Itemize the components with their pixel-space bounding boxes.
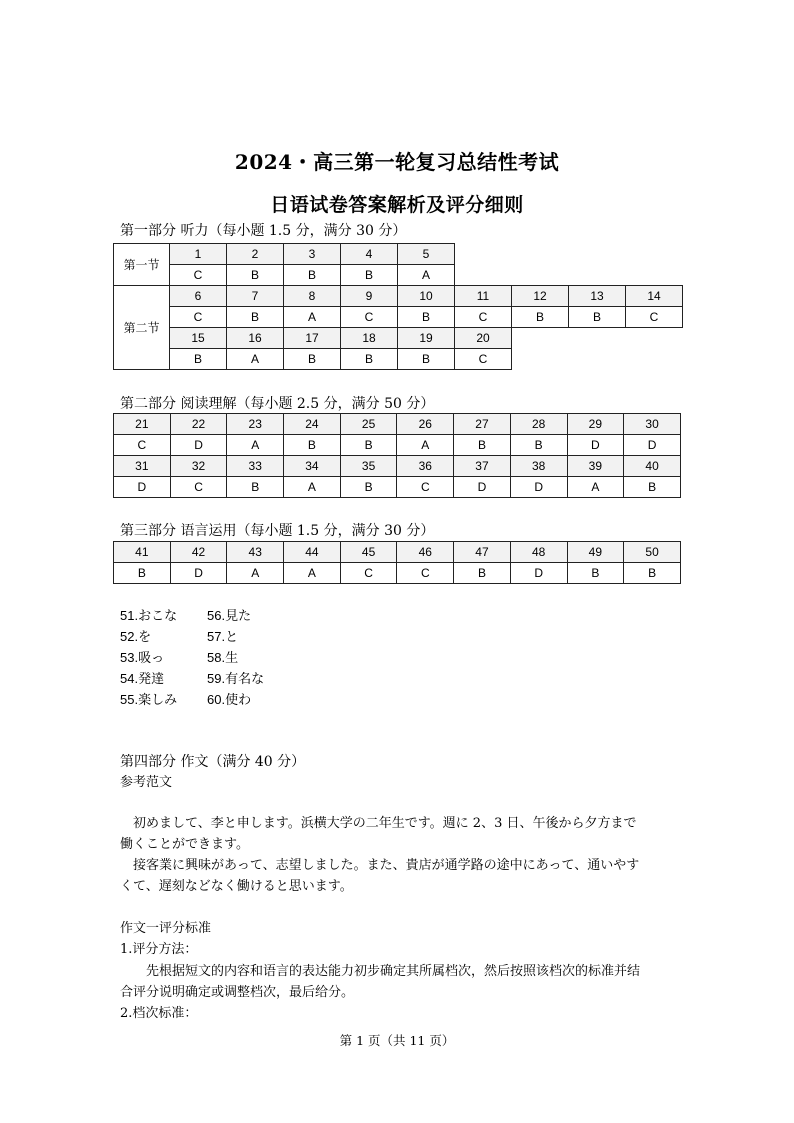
q-num: 31 [114, 456, 171, 477]
q-num: 12 [512, 286, 569, 307]
q-answer: A [398, 265, 455, 286]
q-num: 35 [340, 456, 397, 477]
q-num: 50 [624, 542, 681, 563]
q-num: 47 [454, 542, 511, 563]
q-num: 20 [455, 328, 512, 349]
q-num: 45 [340, 542, 397, 563]
q-answer: D [170, 563, 227, 584]
q-answer: B [340, 477, 397, 498]
q-answer: B [569, 307, 626, 328]
q-num: 22 [170, 414, 227, 435]
fill-answer: 57.と [207, 629, 239, 644]
q-answer: B [227, 265, 284, 286]
fill-answer: 58.生 [207, 650, 239, 665]
q-answer: C [170, 477, 227, 498]
essay-line: くて、遅刻などなく働けると思います。 [120, 879, 353, 894]
fill-answer: 59.有名な [207, 671, 265, 686]
q-num: 18 [341, 328, 398, 349]
q-answer: B [340, 435, 397, 456]
q-answer: A [227, 563, 284, 584]
q-answer: C [170, 307, 227, 328]
q-num: 44 [284, 542, 341, 563]
q-answer: A [567, 477, 624, 498]
q-answer: B [567, 563, 624, 584]
q-num: 38 [510, 456, 567, 477]
list-item [120, 605, 264, 626]
q-answer: A [227, 349, 284, 370]
q-answer: B [284, 349, 341, 370]
page-title: 2024・高三第一轮复习总结性考试 [234, 150, 560, 174]
q-num: 25 [340, 414, 397, 435]
q-num: 10 [398, 286, 455, 307]
q-num: 17 [284, 328, 341, 349]
q-num: 34 [284, 456, 341, 477]
q-answer: A [284, 307, 341, 328]
q-answer: C [340, 563, 397, 584]
q-num: 26 [397, 414, 454, 435]
q-answer: C [397, 563, 454, 584]
q-num: 41 [114, 542, 171, 563]
fill-answer: 51.おこな [120, 608, 178, 623]
q-answer: B [624, 477, 681, 498]
list-item [120, 626, 264, 647]
q-answer: B [512, 307, 569, 328]
q-answer: B [341, 349, 398, 370]
q-answer: B [398, 307, 455, 328]
q-answer: B [341, 265, 398, 286]
sec2-label: 第二节 [114, 286, 170, 370]
q-num: 14 [626, 286, 683, 307]
q-answer: B [284, 265, 341, 286]
fill-answer: 56.見た [207, 608, 252, 623]
q-answer: C [455, 307, 512, 328]
q-num: 29 [567, 414, 624, 435]
part1-table [113, 243, 683, 370]
fill-answer: 55.楽しみ [120, 692, 178, 707]
part2-table [113, 413, 681, 498]
fill-answer: 60.使わ [207, 692, 252, 707]
q-num: 23 [227, 414, 284, 435]
q-num: 11 [455, 286, 512, 307]
q-num: 49 [567, 542, 624, 563]
q-num: 39 [567, 456, 624, 477]
q-answer: B [227, 307, 284, 328]
q-answer: C [397, 477, 454, 498]
page-footer: 第 1 页（共 11 页） [339, 1033, 455, 1048]
fill-answer: 52.を [120, 629, 152, 644]
q-num: 6 [170, 286, 227, 307]
q-num: 48 [510, 542, 567, 563]
part3-table [113, 541, 681, 584]
q-num: 8 [284, 286, 341, 307]
sample-label: 参考范文 [120, 775, 173, 790]
essay-line: 接客業に興味があって、志望しました。また、貴店が通学路の途中にあって、通いやす [133, 858, 640, 873]
q-answer: D [454, 477, 511, 498]
q-num: 19 [398, 328, 455, 349]
q-num: 3 [284, 244, 341, 265]
q-num: 13 [569, 286, 626, 307]
q-answer: D [567, 435, 624, 456]
list-item [120, 647, 264, 668]
q-num: 9 [341, 286, 398, 307]
q-num: 46 [397, 542, 454, 563]
fill-answer: 54.発達 [120, 671, 165, 686]
q-num: 28 [510, 414, 567, 435]
fill-answer: 53.吸っ [120, 650, 165, 665]
q-answer: C [170, 265, 227, 286]
q-num: 21 [114, 414, 171, 435]
essay-line: 初めまして、李と申します。浜横大学の二年生です。週に 2、3 日、午後から夕方まで [133, 816, 637, 831]
q-answer: A [227, 435, 284, 456]
q-answer: C [114, 435, 171, 456]
q-answer: A [284, 477, 341, 498]
q-num: 33 [227, 456, 284, 477]
list-item [120, 668, 264, 689]
q-num: 42 [170, 542, 227, 563]
q-answer: B [454, 435, 511, 456]
q-num: 16 [227, 328, 284, 349]
essay-line: 働くことができます。 [120, 837, 249, 852]
q-num: 30 [624, 414, 681, 435]
sec1-label: 第一节 [114, 244, 170, 286]
q-answer: D [624, 435, 681, 456]
q-answer: B [170, 349, 227, 370]
q-num: 27 [454, 414, 511, 435]
criteria-item: 1.评分方法： [120, 942, 198, 957]
q-answer: D [114, 477, 171, 498]
part2-heading: 第二部分 阅读理解（每小题 2.5 分，满分 50 分） [120, 396, 435, 412]
q-answer: A [397, 435, 454, 456]
q-num: 37 [454, 456, 511, 477]
q-answer: A [284, 563, 341, 584]
q-num: 15 [170, 328, 227, 349]
q-num: 1 [170, 244, 227, 265]
q-answer: C [341, 307, 398, 328]
q-answer: B [284, 435, 341, 456]
page-subtitle: 日语试卷答案解析及评分细则 [270, 194, 524, 216]
q-num: 4 [341, 244, 398, 265]
q-answer: D [170, 435, 227, 456]
list-item [120, 689, 264, 710]
q-answer: B [510, 435, 567, 456]
q-answer: C [455, 349, 512, 370]
q-answer: D [510, 563, 567, 584]
criteria-item: 2.档次标准： [120, 1006, 198, 1021]
criteria-title: 作文一评分标准 [120, 921, 212, 936]
q-num: 40 [624, 456, 681, 477]
q-num: 24 [284, 414, 341, 435]
q-answer: D [510, 477, 567, 498]
fill-answers [120, 605, 264, 710]
part4-heading: 第四部分 作文（满分 40 分） [120, 754, 306, 770]
criteria-text: 合评分说明确定或调整档次，最后给分。 [120, 985, 355, 1000]
q-num: 36 [397, 456, 454, 477]
q-answer: B [454, 563, 511, 584]
q-num: 7 [227, 286, 284, 307]
q-num: 5 [398, 244, 455, 265]
q-num: 32 [170, 456, 227, 477]
criteria-text: 先根据短文的内容和语言的表达能力初步确定其所属档次，然后按照该档次的标准并结 [146, 964, 641, 979]
q-answer: B [114, 563, 171, 584]
q-num: 43 [227, 542, 284, 563]
q-answer: B [624, 563, 681, 584]
q-answer: B [227, 477, 284, 498]
q-num: 2 [227, 244, 284, 265]
q-answer: C [626, 307, 683, 328]
part3-heading: 第三部分 语言运用（每小题 1.5 分，满分 30 分） [120, 523, 435, 539]
part1-heading: 第一部分 听力（每小题 1.5 分，满分 30 分） [120, 223, 407, 239]
q-answer: B [398, 349, 455, 370]
